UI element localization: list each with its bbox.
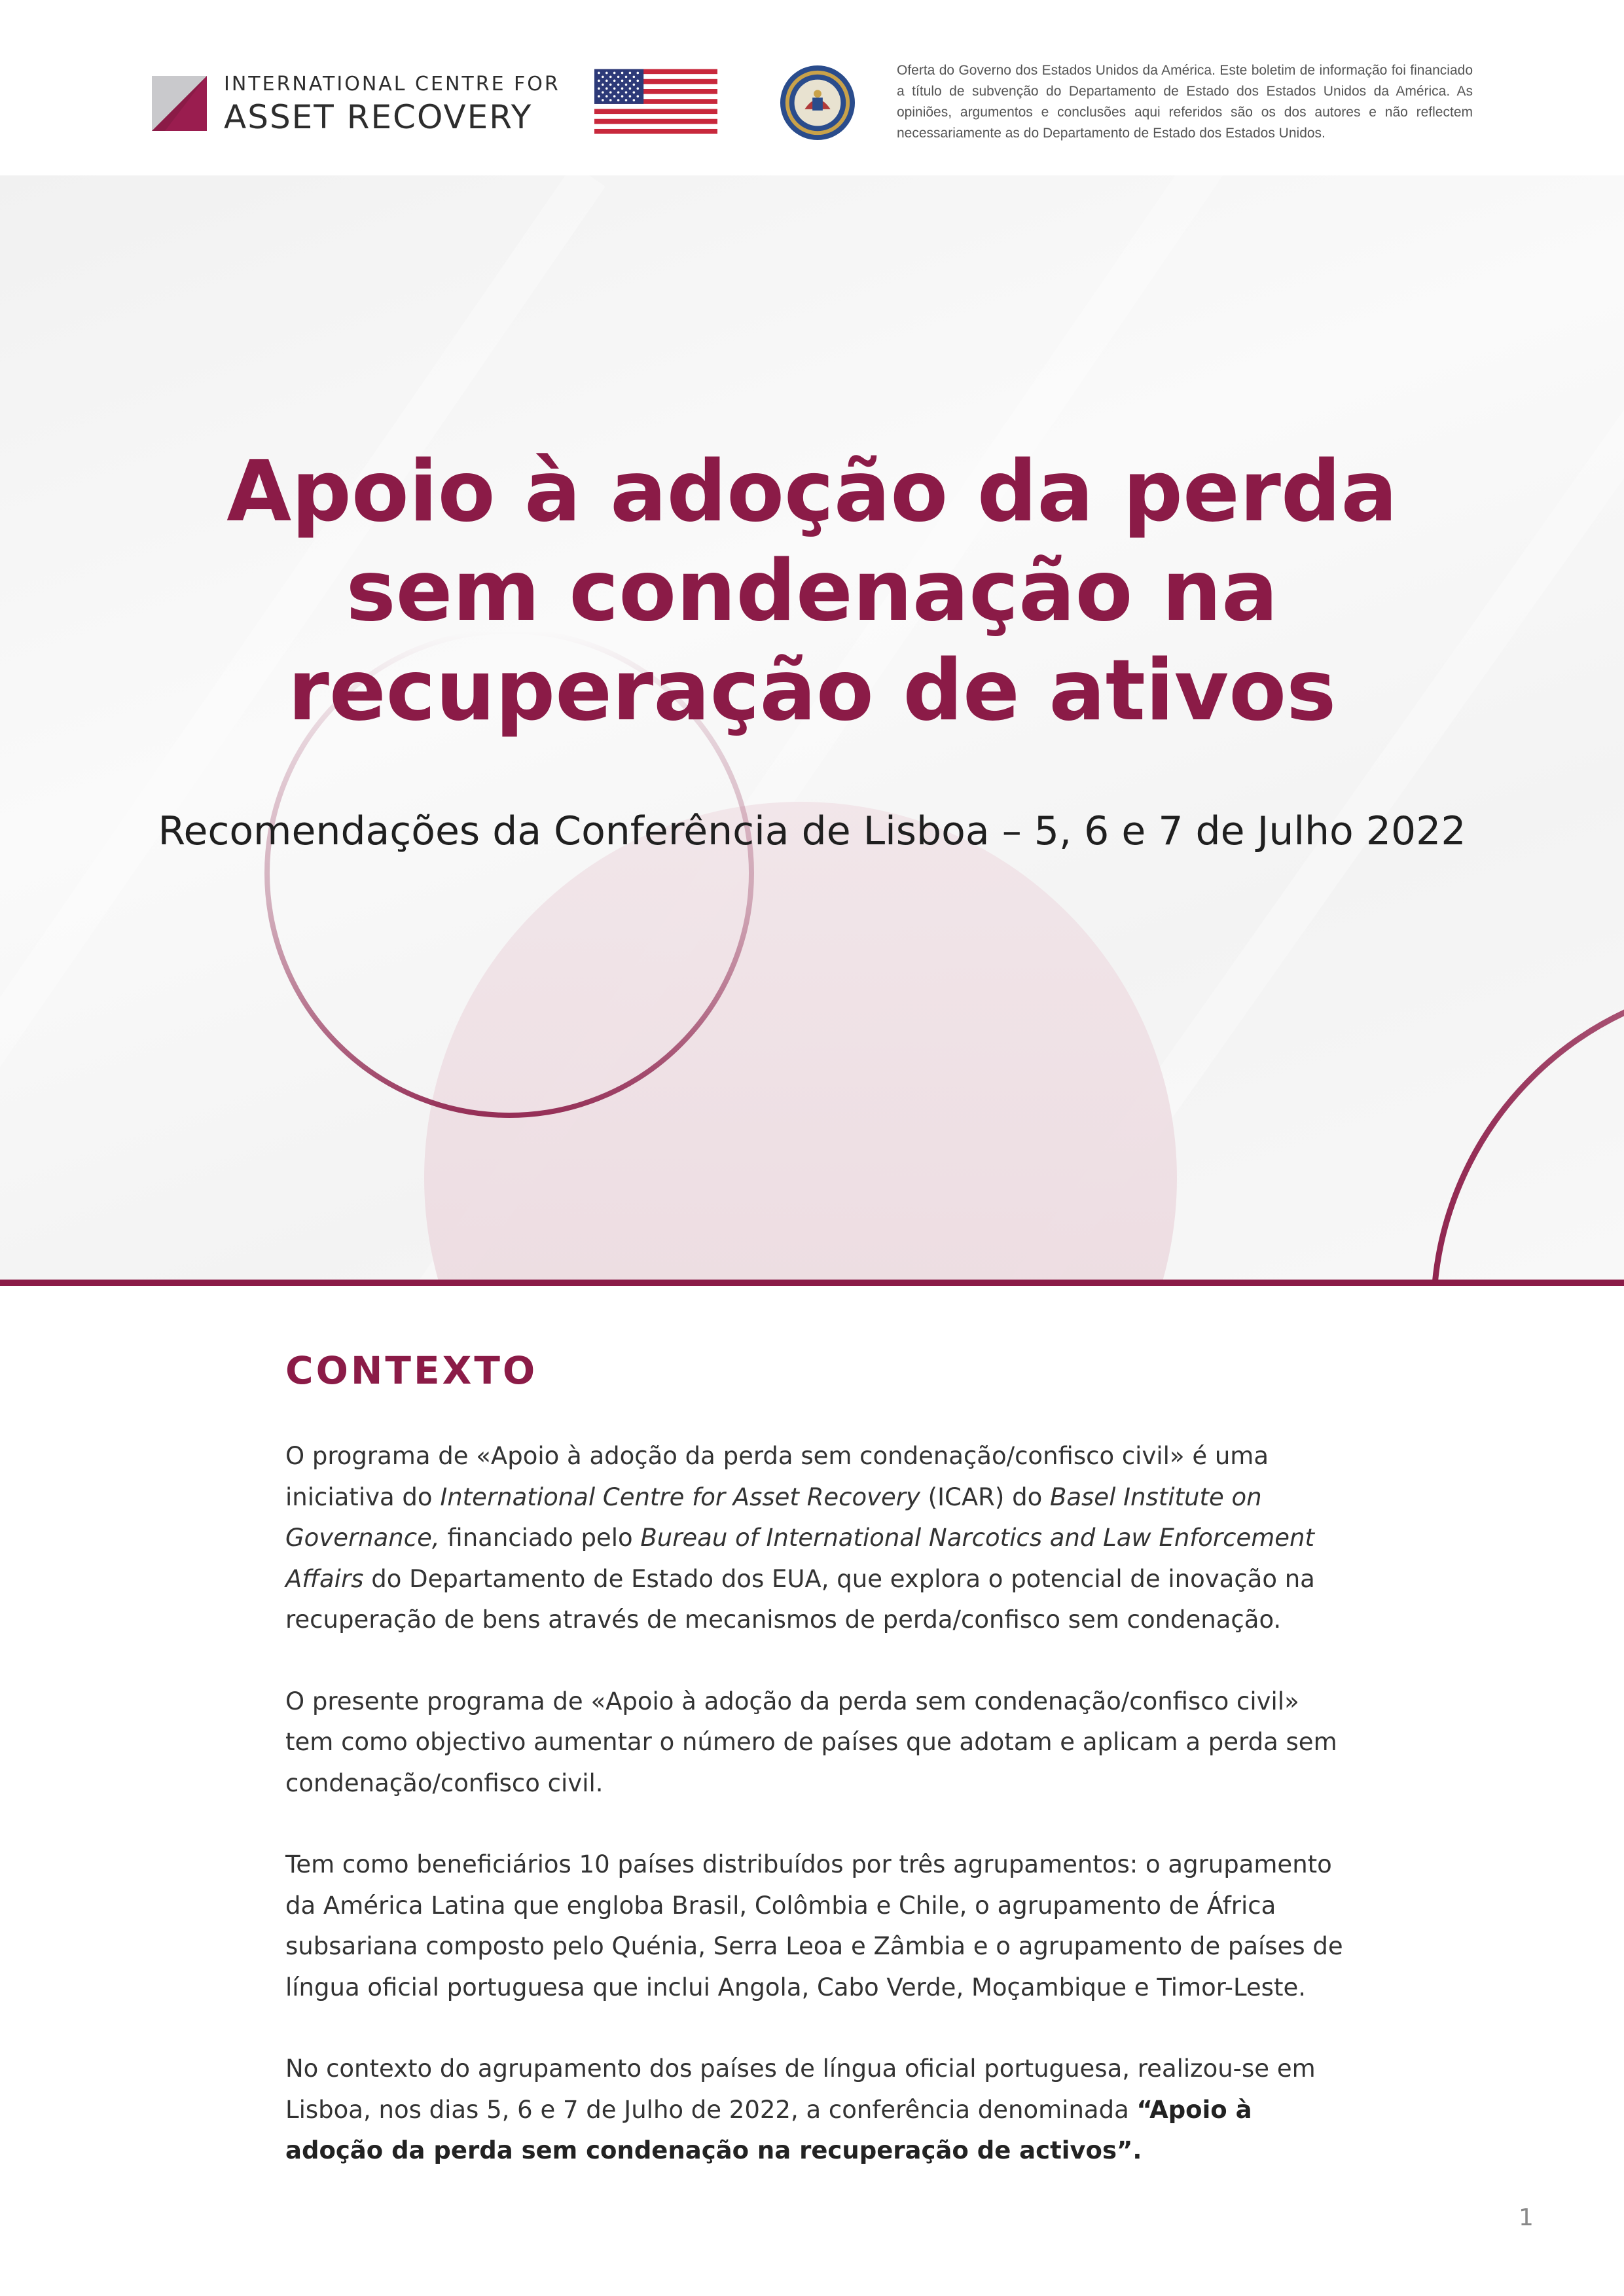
decorative-corner-arc bbox=[1434, 980, 1624, 1283]
page-header bbox=[0, 0, 1624, 175]
title-line-2: sem condenação na bbox=[346, 543, 1278, 640]
decorative-disc bbox=[424, 802, 1177, 1283]
state-department-seal-icon bbox=[779, 64, 856, 141]
document-subtitle: Recomendações da Conferência de Lisboa – 5, 6 e 7 de Julho 2022 bbox=[158, 808, 1466, 854]
logo-text-line2: ASSET RECOVERY bbox=[224, 98, 533, 136]
paragraph-1: O programa de «Apoio à adoção da perda sem condenação/confisco civil» é uma iniciativa do International Centre for Asset Recovery (ICAR) do Basel Institute on Governance, financiado pelo Bureau of International Narcotics and Law Enforcement Affairs do Departamento de Estado dos EUA, que explora o potencial de inovação na recuperação de bens através de mecanismos de perda/confisco sem condenação. bbox=[285, 1442, 1315, 1634]
title-line-1: Apoio à adoção da perda bbox=[226, 443, 1398, 541]
cover-hero bbox=[0, 175, 1624, 1283]
us-flag-icon bbox=[594, 69, 717, 134]
paragraph-4: No contexto do agrupamento dos países de língua oficial portuguesa, realizou-se em Lisboa, nos dias 5, 6 e 7 de Julho de 2022, a conferência denominada “Apoio à adoção da perda sem condenação na recuperação de activos”. bbox=[285, 2054, 1316, 2164]
page-number: 1 bbox=[1519, 2204, 1534, 2231]
logo-text-line1: INTERNATIONAL CENTRE FOR bbox=[224, 73, 560, 96]
document-title bbox=[0, 442, 1624, 741]
section-divider bbox=[0, 1280, 1624, 1286]
funding-disclaimer: Oferta do Governo dos Estados Unidos da América. Este boletim de informação foi financiado a título de subvenção do Departamento de Estado dos Estados Unidos da América. As opiniões, argumentos e conclusões aqui referidos são os dos autores e não reflectem necessariamente as do Departamento de Estado dos Estados Unidos. bbox=[897, 63, 1473, 141]
title-line-3: recuperação de ativos bbox=[287, 642, 1337, 740]
icar-logo-mark bbox=[152, 76, 207, 131]
paragraph-3: Tem como beneficiários 10 países distribuídos por três agrupamentos: o agrupamento da América Latina que engloba Brasil, Colômbia e Chile, o agrupamento de África subsariana composto pelo Quénia, Serra Leoa e Zâmbia e o agrupamento de países de língua oficial portuguesa que inclui Angola, Cabo Verde, Moçambique e Timor-Leste. bbox=[285, 1850, 1343, 2001]
paragraph-2: O presente programa de «Apoio à adoção da perda sem condenação/confisco civil» tem como objectivo aumentar o número de países que adotam e aplicam a perda sem condenação/confisco civil. bbox=[285, 1687, 1337, 1797]
section-heading: CONTEXTO bbox=[285, 1348, 538, 1393]
section-body bbox=[285, 1436, 1346, 2212]
